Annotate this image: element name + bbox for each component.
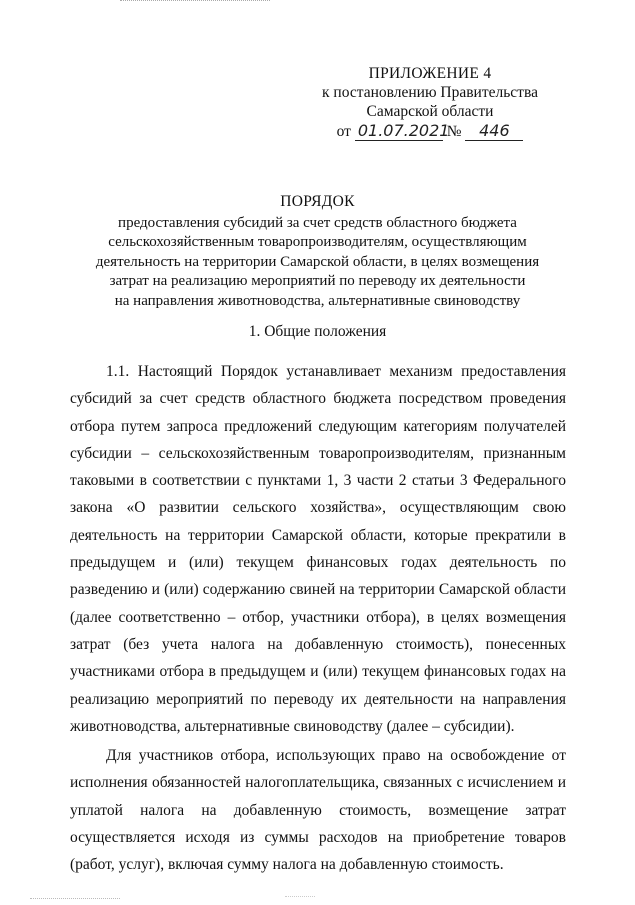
paragraph-1-1: 1.1. Настоящий Порядок устанавливает механизм предоставления субсидий за счет средств областного бюджета посредством проведения отбора путем запроса предложений следующим категориям получателей субсидии – сельскохозяйственным товаропроизводителям, признанным таковыми в соответствии с пунктами 1, 3 части 2 статьи 3 Федерального закона «О развитии сельского хозяйства», осуществляющим свою деятельность на территории Самарской области, которые прекратили в предыдущем и (или) текущем финансовых годах деятельность по разведению и (или) содержанию свиней на территории Самарской области (далее соответственно – отбор, участники отбора), в целях возмещения затрат (без учета налога на добавленную стоимость), понесенных участниками отбора в предыдущем и (или) текущем финансовых годах на реализацию мероприятий по переводу их деятельности на направления животноводства, альтернативные свиноводству (далее – субсидии). — [70, 363, 566, 735]
from-label: от — [336, 123, 351, 140]
appendix-header — [300, 64, 560, 141]
section-heading: 1. Общие положения — [248, 323, 387, 340]
title-line-5: на направления животноводства, альтернативные свиноводству — [114, 292, 521, 309]
scan-artifact-bottom-center — [285, 896, 315, 899]
scan-artifact-bottom — [30, 898, 120, 901]
appendix-subtitle-1: к постановлению Правительства — [322, 84, 538, 101]
paragraph-vat: Для участников отбора, использующих право на освобождение от исполнения обязанностей налогоплательщика, связанных с исчислением и уплатой налога на добавленную стоимость, возмещение затрат осуществляется исходя из суммы расходов на приобретение товаров (работ, услуг), включая сумму налога на добавленную стоимость. — [70, 747, 566, 874]
title-line-2: сельскохозяйственным товаропроизводителям, осуществляющим — [108, 234, 527, 250]
document-title-block — [80, 192, 555, 311]
title-line-3: деятельность на территории Самарской области, в целях возмещения — [95, 253, 540, 270]
handwritten-number: 446 — [465, 121, 523, 141]
appendix-title: ПРИЛОЖЕНИЕ 4 — [368, 65, 492, 82]
title-line-4: затрат на реализацию мероприятий по переводу их деятельности — [109, 273, 526, 289]
document-title: ПОРЯДОК — [280, 193, 355, 210]
appendix-subtitle-2: Самарской области — [366, 103, 494, 120]
handwritten-date: 01.07.2021 — [355, 121, 443, 141]
registration-line — [337, 121, 524, 141]
title-line-1: предоставления субсидий за счет средств областного бюджета — [118, 214, 517, 231]
number-label: № — [446, 123, 462, 140]
scan-artifact-top — [120, 0, 270, 4]
document-body — [70, 358, 566, 879]
